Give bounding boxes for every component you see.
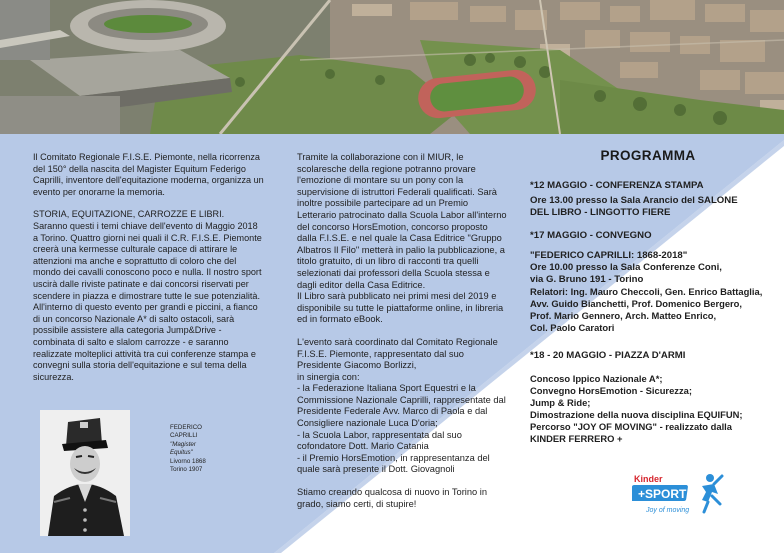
event-2-time: Ore 10.00 presso la Sala Conferenze Coni, <box>530 261 722 273</box>
event-2-speakers-4: Col. Paolo Caratori <box>530 321 615 333</box>
kinder-sport-logo <box>632 472 724 522</box>
aerial-photo-illustration <box>0 0 784 134</box>
event-3-item-6: KINDER FERRERO + <box>530 433 623 445</box>
caption-title-2: Equitus" <box>170 449 193 457</box>
program-column <box>530 150 766 445</box>
event-2-speakers-2: Avv. Guido Bianchetti, Prof. Domenico Bergero, <box>530 297 743 309</box>
intro-paragraph: Il Comitato Regionale F.I.S.E. Piemonte, nella ricorrenza del 150° della nascita del Magister Equitum Federigo Caprilli, inventore dell'equitazione moderna, organizza un evento per onorarne la memoria. <box>33 152 264 197</box>
event-1-line-1: Ore 13.00 presso la Sala Arancio del SALONE <box>530 195 738 207</box>
book-paragraph: Il Libro sarà pubblicato nei primi mesi del 2019 e disponibile su tutte le piattaforme online, in libreria ed in formato eBook. <box>297 291 504 325</box>
event-2-address: via G. Bruno 191 - Torino <box>530 273 644 285</box>
event-3-item-2: Convegno HorsEmotion - Sicurezza; <box>530 385 692 397</box>
event-3-heading: *18 - 20 MAGGIO - PIAZZA D'ARMI <box>530 349 686 361</box>
intro-column <box>33 152 265 383</box>
caption-title-1: "Magister <box>170 440 196 448</box>
caption-name-2: CAPRILLI <box>170 432 198 440</box>
coordination-paragraph: L'evento sarà coordinato dal Comitato Regionale F.I.S.E. Piemonte, rappresentato dal suo Presidente Giacomo Borlizzi, <box>297 336 498 371</box>
portrait-caption <box>170 424 240 474</box>
miur-paragraph: Tramite la collaborazione con il MIUR, le scolaresche della regione potranno provare l'emozione di montare su un pony con la supervisione di istruttori Federali qualificati. Sarà inoltre possibile partecipare ad un Premio Letterario patrocinato dalla Scuola Labor all'interno del concorso HorsEmotion, concorso proposto dalla F.I.S.E. e nel quale la Casa Editrice "Gruppo Albatros Il Filo" metterà in palio la pubblicazione, a titolo gratuito, di un libro di racconti tra quelli selezionati dai professori della Scuola stessa e dagli editor della Casa Editrice. <box>297 152 507 290</box>
event-2-speakers-1: Relatori: Ing. Mauro Checcoli, Gen. Enrico Battaglia, <box>530 285 763 297</box>
event-3-item-3: Jump & Ride; <box>530 397 591 409</box>
synergy-intro: in sinergia con: <box>297 371 360 382</box>
middle-column <box>297 152 509 510</box>
event-1-line-2: DEL LIBRO - LINGOTTO FIERE <box>530 207 671 219</box>
intro-heading: STORIA, EQUITAZIONE, CARROZZE E LIBRI. <box>33 209 225 220</box>
logo-plus-sport-text: +SPORT <box>638 487 687 501</box>
event-2-heading: *17 MAGGIO - CONVEGNO <box>530 230 652 242</box>
portrait-illustration <box>40 410 130 536</box>
event-2-title: "FEDERICO CAPRILLI: 1868-2018" <box>530 249 688 261</box>
event-3-item-5: Percorso "JOY OF MOVING" - realizzato dalla <box>530 421 733 433</box>
partner-fise: - la Federazione Italiana Sport Equestri e la Commissione Nazionale Caprilli, rappresentate dal Presidente Federale Avv. Marco di Paola e dal Consigliere nazionale Luca D'oria; <box>297 383 506 429</box>
event-2-speakers-3: Prof. Mario Gennero, Arch. Matteo Enrico, <box>530 309 717 321</box>
caption-name-1: FEDERICO <box>170 424 202 431</box>
event-3-item-1: Concoso Ippico Nazionale A*; <box>530 373 663 385</box>
logo-brand-text: Kinder <box>634 474 663 484</box>
event-3-item-4: Dimostrazione della nuova disciplina EQUIFUN; <box>530 409 743 421</box>
partner-labor: - la Scuola Labor, rappresentata dal suo cofondatore Dott. Mario Catania <box>297 429 462 452</box>
program-title: PROGRAMMA <box>600 148 696 163</box>
portrait-federico-caprilli <box>40 410 130 536</box>
event-1-heading: *12 MAGGIO - CONFERENZA STAMPA <box>530 179 704 191</box>
intro-body: Saranno questi i temi chiave dell'evento di Maggio 2018 a Torino. Quattro giorni nei quali il C.R. F.I.S.E. Piemonte creerà una kermesse culturale capace di attirare le attenzioni ma anche e soprattutto di coloro che del mondo dei cavalli conoscono poco e nulla. Il nostro sport uscirà dalle riviste patinate e dai concorsi riservati per scendere in piazza e dimostrare tutte le sue potenzialità. All'interno di questo evento per grandi e piccini, a fianco di un concorso Nazionale A* di salto ostacoli, sarà possibile assistere alla categoria Jump&Drive - combinata di salto e slalom carrozze - e saranno realizzate molteplici attività tra cui conferenze stampa e convegni sulla storia dell'equitazione e sul tema della sicurezza. <box>33 220 262 382</box>
caption-died: Torino 1907 <box>170 466 203 474</box>
partner-horsemotion: - il Premio HorsEmotion, in rappresentanza del quale sarà presente il Dott. Giovagnoli <box>297 452 490 475</box>
closing-paragraph: Stiamo creando qualcosa di nuovo in Torino in grado, siamo certi, di stupire! <box>297 487 488 509</box>
aerial-photo-turin <box>0 0 784 134</box>
kinder-sport-logo-graphic <box>632 472 724 522</box>
logo-tagline-text: Joy of moving <box>646 507 690 514</box>
caption-born: Livorno 1868 <box>170 457 206 465</box>
